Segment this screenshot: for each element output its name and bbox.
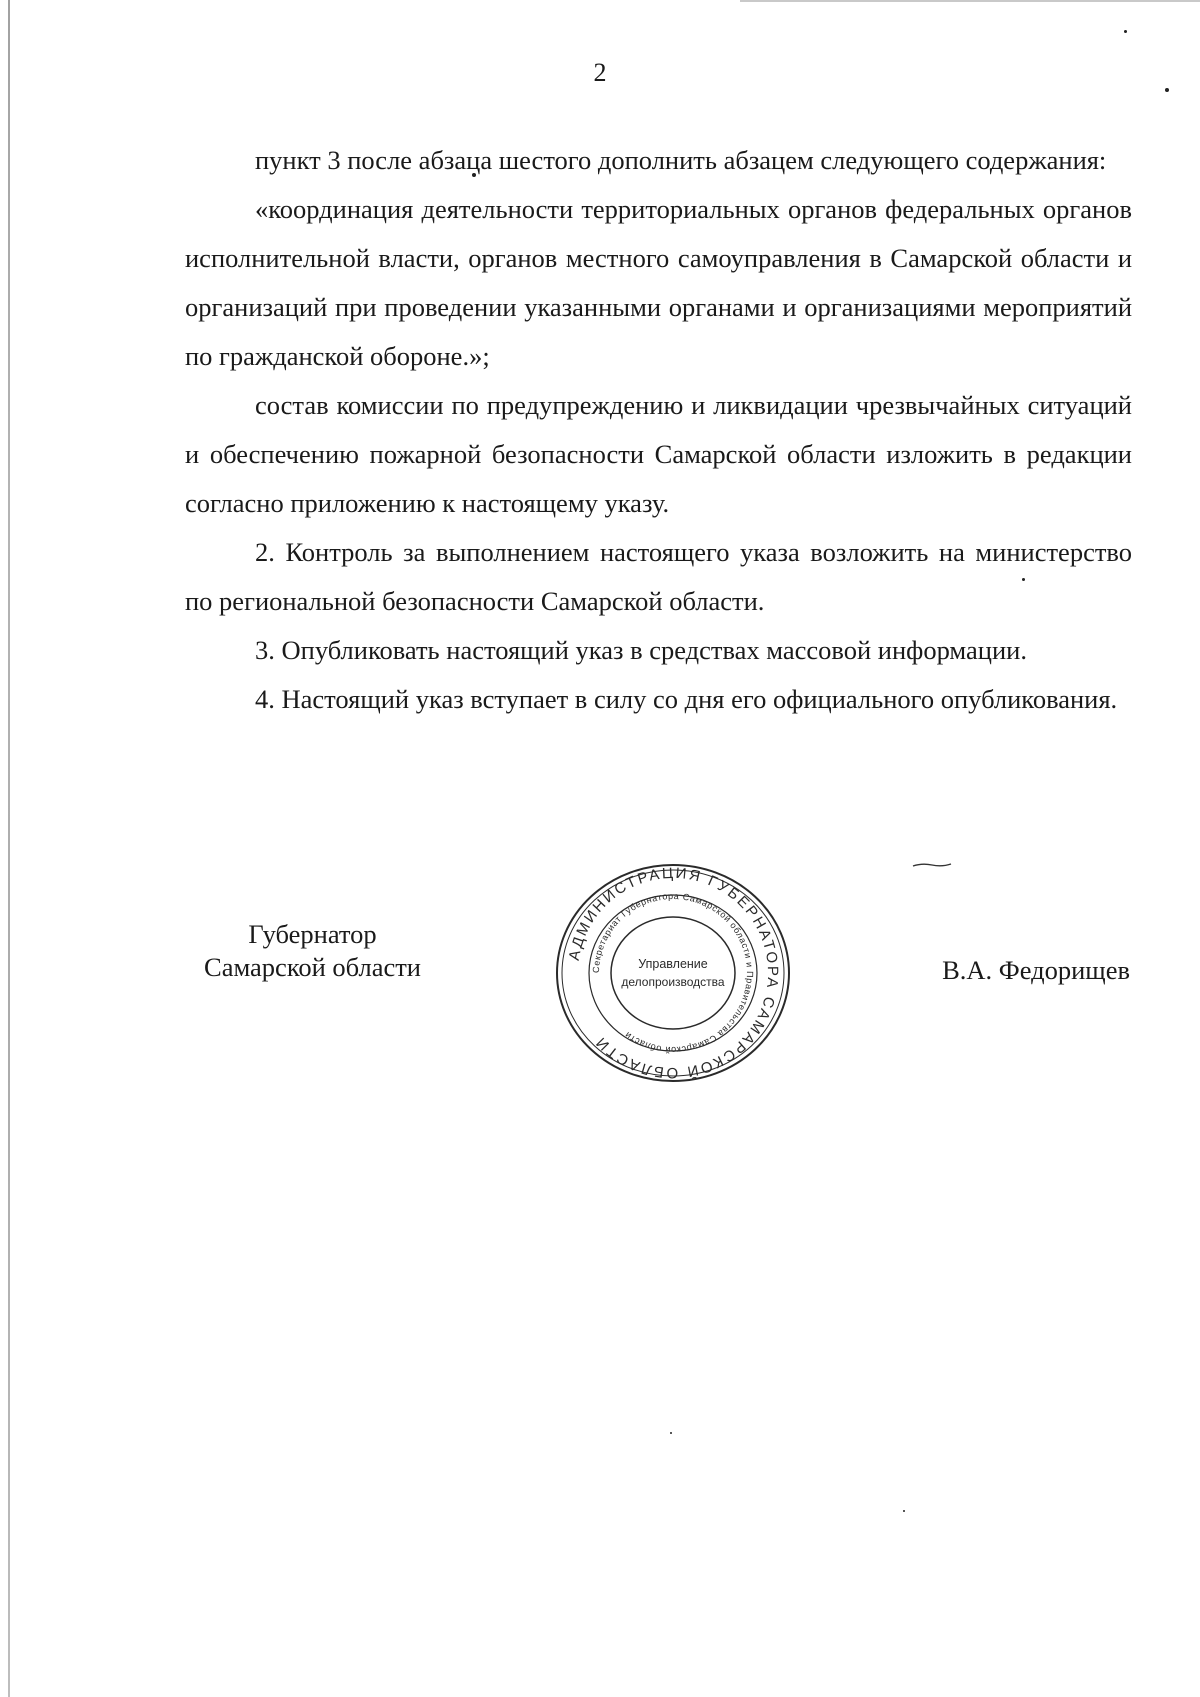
paragraph: 2. Контроль за выполнением настоящего указа возложить на министерство по региональной безопасности Самарской области. [185,537,1132,616]
document-body [185,136,1132,724]
scan-top-edge [740,0,1200,2]
paragraph: состав комиссии по предупреждению и ликвидации чрезвычайных ситуаций и обеспечению пожарной безопасности Самарской области изложить в редакции согласно приложению к настоящему указу. [185,390,1132,518]
scan-speck [670,1432,672,1434]
signatory-position-line: Самарской области [204,952,421,982]
scan-speck [903,1510,905,1512]
page-number: 2 [593,58,607,87]
official-seal [553,860,793,1086]
scan-left-edge [8,0,10,1697]
seal-center-line: делопроизводства [621,975,725,989]
signatory-position-line: Губернатор [248,919,377,949]
paragraph: «координация деятельности территориальных органов федеральных органов исполнительной власти, органов местного самоуправления в Самарской области и организаций при проведении указанными органами и организациями мероприятий по гражданской обороне.»; [185,194,1132,371]
seal-inner-ring-text: Секретариат Губернатора Самарской области и Правительства Самарской области [590,890,756,1056]
seal-center-line: Управление [638,957,708,971]
paragraph: пункт 3 после абзаца шестого дополнить абзацем следующего содержания: [255,145,1107,175]
paragraph: 3. Опубликовать настоящий указ в средствах массовой информации. [255,635,1027,665]
paragraph: 4. Настоящий указ вступает в силу со дня его официального опубликования. [255,684,1118,714]
scan-speck [1124,30,1127,33]
signatory-position [180,918,445,984]
signature-mark [912,860,952,870]
seal-outer-text: АДМИНИСТРАЦИЯ ГУБЕРНАТОРА САМАРСКОЙ ОБЛАСТИ [565,864,782,1082]
signatory-name: В.А. Федорищев [942,955,1130,985]
scan-speck [1165,88,1169,92]
